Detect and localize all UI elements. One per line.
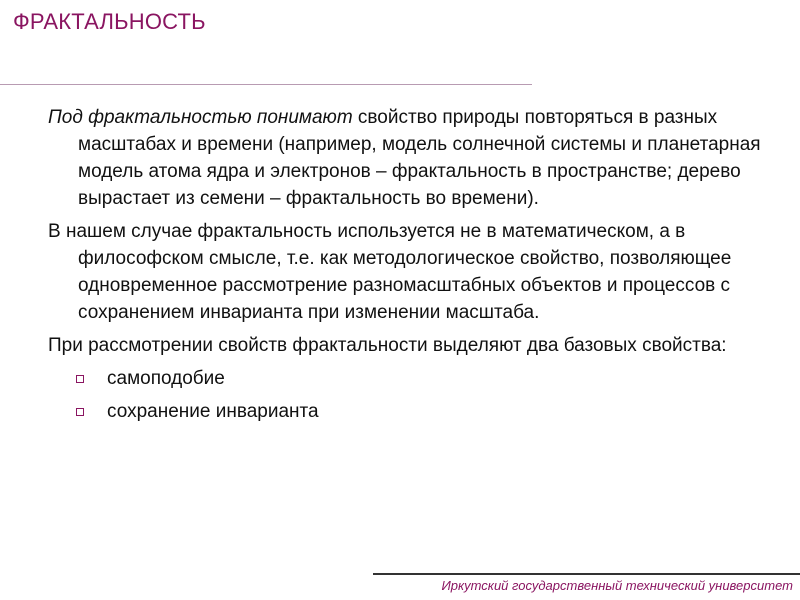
definition-text: свойство природы повторяться в разных масштабах и времени (например, модель солнечной системы и планетарная модель атома ядра и электронов – фрактальность в пространстве; дерево вырастает из семени – фрактальность во времени). — [78, 107, 761, 209]
slide-body — [48, 104, 788, 425]
title-divider — [0, 84, 532, 85]
list-item — [48, 398, 788, 425]
paragraph-definition — [48, 104, 788, 212]
square-bullet-icon — [76, 375, 84, 383]
properties-list — [48, 365, 788, 425]
footer-divider — [373, 573, 800, 575]
bullet-text: сохранение инварианта — [107, 401, 319, 422]
list-item — [48, 365, 788, 392]
slide-title: ФРАКТАЛЬНОСТЬ — [13, 9, 206, 34]
properties-text: При рассмотрении свойств фрактальности выделяют два базовых свойства: — [48, 335, 727, 356]
paragraph-properties — [48, 332, 788, 359]
footer-university: Иркутский государственный технический университет — [441, 578, 793, 593]
bullet-text: самоподобие — [107, 368, 225, 389]
paragraph-usage — [48, 218, 788, 326]
square-bullet-icon — [76, 408, 84, 416]
usage-text: В нашем случае фрактальность используется не в математическом, а в философском смысле, т.е. как методологическое свойство, позволяющее одновременное рассмотрение разномасштабных объектов и процессов с сохранением инварианта при изменении масштаба. — [48, 221, 732, 323]
definition-lead: Под фрактальностью понимают — [48, 107, 353, 128]
